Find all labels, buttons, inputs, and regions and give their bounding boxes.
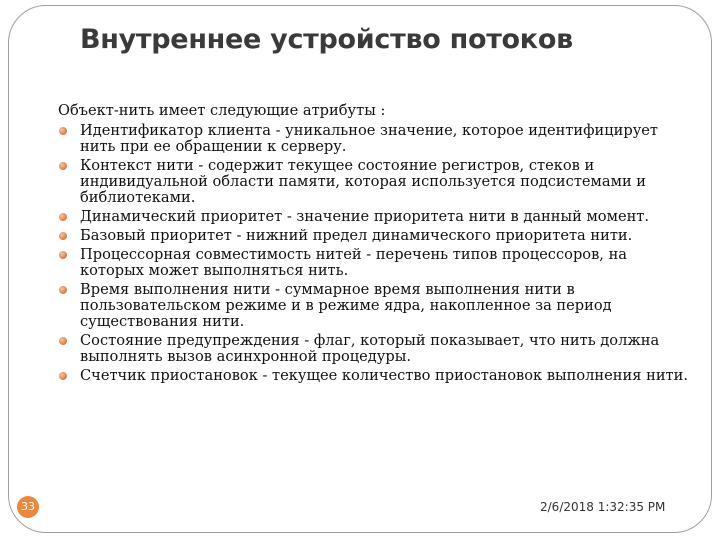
list-item-text: Процессорная совместимость нитей - перечень типов процессоров, на которых может выполняться нить. xyxy=(80,246,627,279)
list-item-text: Динамический приоритет - значение приоритета нити в данный момент. xyxy=(80,208,650,225)
list-item xyxy=(58,158,688,206)
slide-content xyxy=(58,101,688,384)
bullet-icon xyxy=(59,232,67,240)
list-item xyxy=(58,282,688,330)
slide-date: 2/6/2018 1:32:35 PM xyxy=(540,500,666,514)
list-item xyxy=(58,368,688,384)
bullet-icon xyxy=(59,286,67,294)
list-item-text: Контекст нити - содержит текущее состояние регистров, стеков и индивидуальной области памяти, которая используется подсистемами и библиотеками. xyxy=(80,157,647,206)
list-item xyxy=(58,228,688,244)
page-number-badge: 33 xyxy=(17,496,39,518)
bullet-icon xyxy=(59,213,67,221)
bullet-icon xyxy=(59,251,67,259)
list-item-text: Базовый приоритет - нижний предел динамического приоритета нити. xyxy=(80,227,633,244)
list-item xyxy=(58,333,688,365)
list-item-text: Время выполнения нити - суммарное время выполнения нити в пользовательском режиме и в режиме ядра, накопленное за период существования нити. xyxy=(80,281,612,330)
intro-text: Объект-нить имеет следующие атрибуты : xyxy=(58,102,386,119)
list-item xyxy=(58,247,688,279)
bullet-icon xyxy=(59,127,67,135)
bullet-icon xyxy=(59,337,67,345)
bullet-icon xyxy=(59,372,67,380)
attribute-list xyxy=(58,123,688,384)
slide-title: Внутреннее устройство потоков xyxy=(80,24,573,55)
list-item-text: Счетчик приостановок - текущее количество приостановок выполнения нити. xyxy=(80,367,688,384)
list-item-text: Состояние предупреждения - флаг, который показывает, что нить должна выполнять вызов асинхронной процедуры. xyxy=(80,332,660,365)
list-item-text: Идентификатор клиента - уникальное значение, которое идентифицирует нить при ее обращении к серверу. xyxy=(80,122,659,155)
list-item xyxy=(58,123,688,155)
bullet-icon xyxy=(59,162,67,170)
list-item xyxy=(58,209,688,225)
